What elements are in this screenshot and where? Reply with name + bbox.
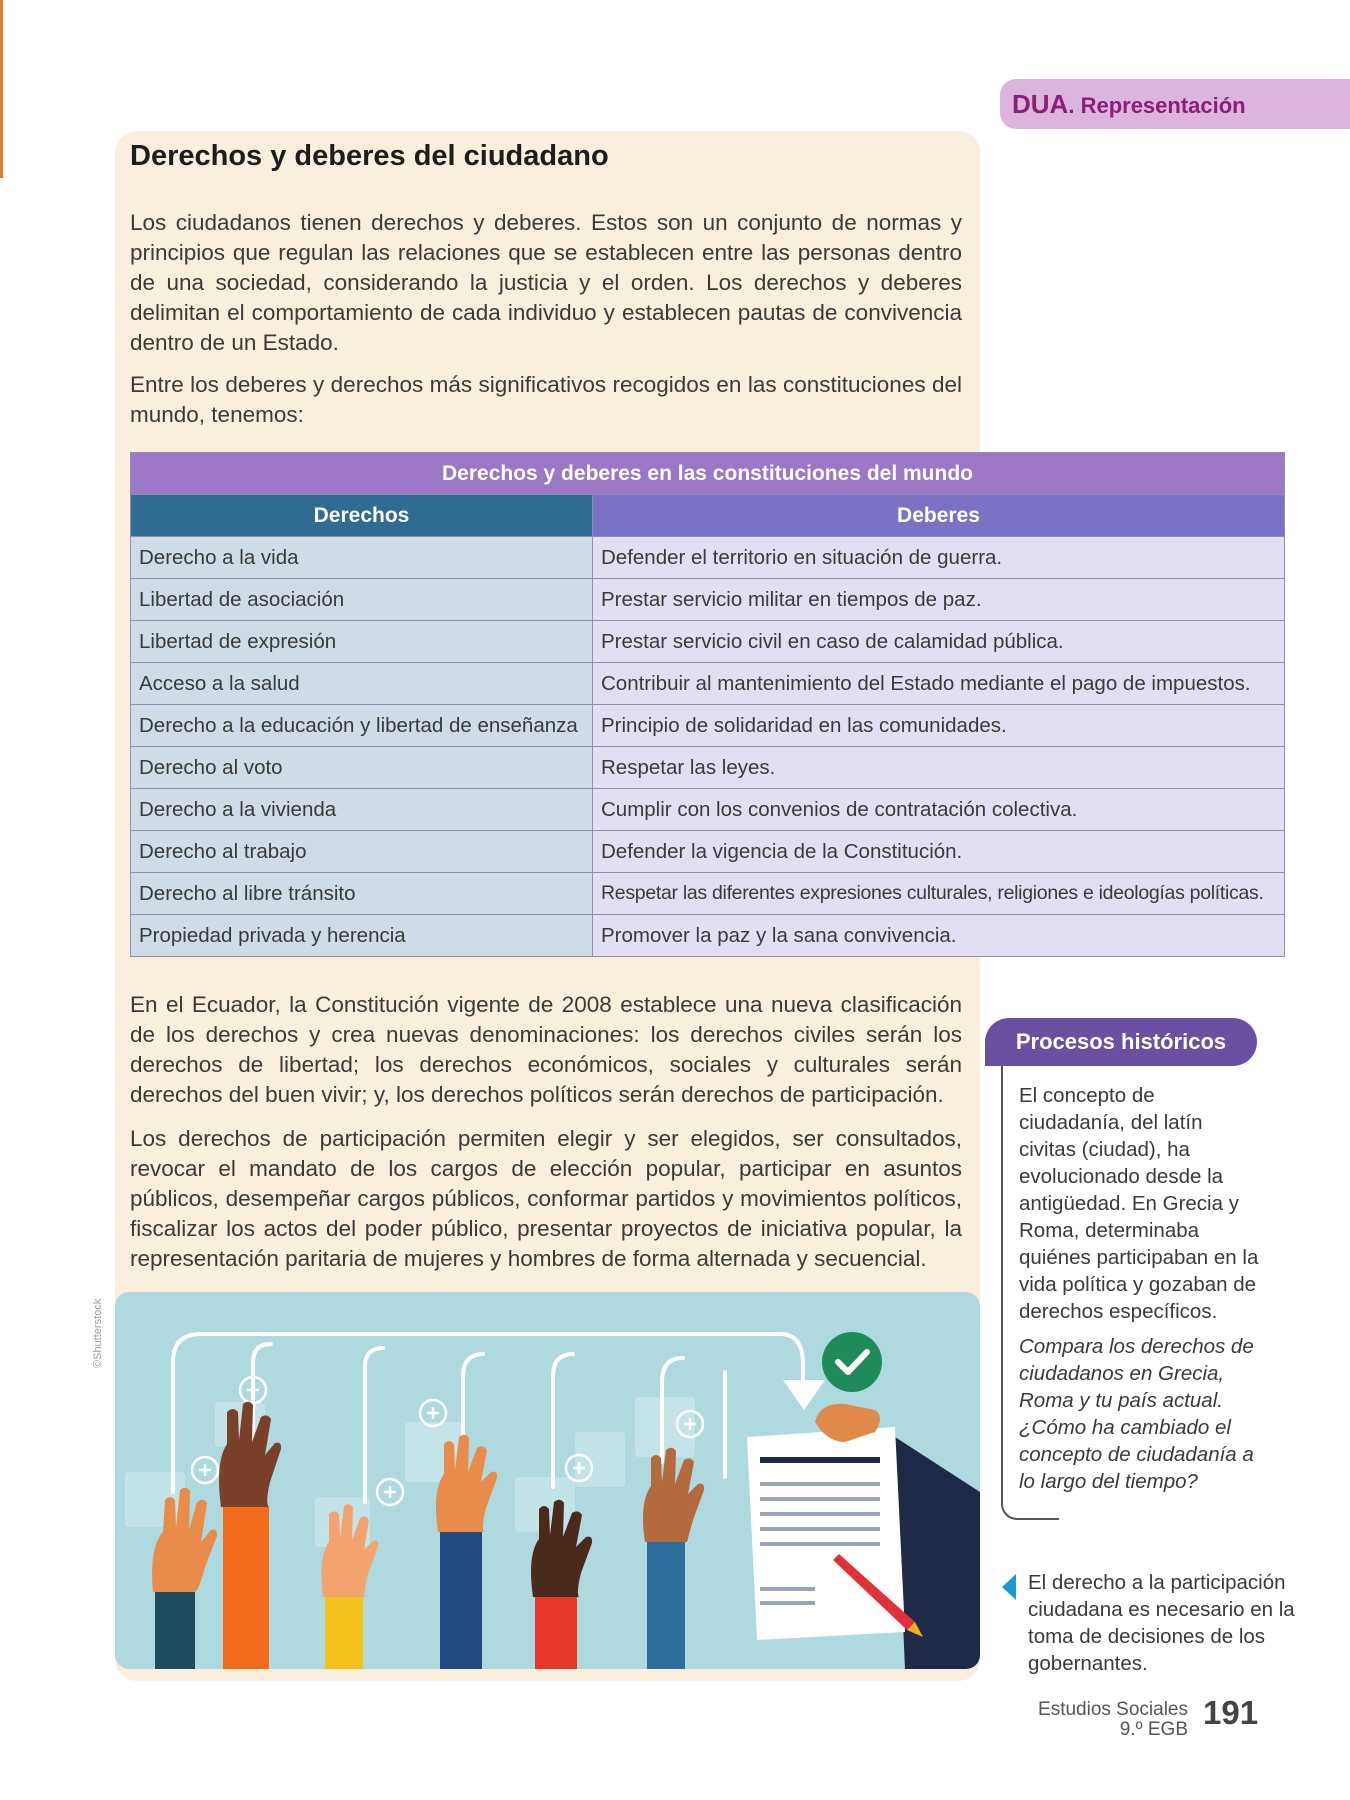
- checkmark-icon: [822, 1332, 882, 1392]
- right-cell: Derecho a la educación y libertad de enseñanza: [131, 705, 593, 747]
- right-cell: Derecho al trabajo: [131, 831, 593, 873]
- dua-representation-label: . Representación: [1068, 92, 1246, 118]
- duty-cell: Prestar servicio militar en tiempos de paz.: [593, 579, 1285, 621]
- table-intro-paragraph: Entre los deberes y derechos más significativos recogidos en las constituciones del mundo, tenemos:: [130, 372, 962, 427]
- page-edge-accent: [0, 0, 3, 178]
- duty-cell: Principio de solidaridad en las comunidades.: [593, 705, 1285, 747]
- table-caption-row: [131, 453, 1285, 495]
- rights-duties-table: [130, 452, 1285, 957]
- duty-cell: Cumplir con los convenios de contratación colectiva.: [593, 789, 1285, 831]
- duty-cell: Respetar las leyes.: [593, 747, 1285, 789]
- table-row: [131, 705, 1285, 747]
- footer-subject: [1038, 1700, 1188, 1740]
- table-row: [131, 831, 1285, 873]
- table-row: [131, 663, 1285, 705]
- duty-cell: Respetar las diferentes expresiones culturales, religiones e ideologías políticas.: [593, 873, 1285, 915]
- table-row: [131, 747, 1285, 789]
- ecuador-paragraph: En el Ecuador, la Constitución vigente de 2008 establece una nueva clasificación de los derechos y crea nuevas denominaciones: los derechos civiles serán los derechos de libertad; los derechos económicos, sociales y culturales serán derechos del buen vivir; y, los derechos políticos serán derechos de participación.: [130, 992, 962, 1107]
- duty-cell: Contribuir al mantenimiento del Estado mediante el pago de impuestos.: [593, 663, 1285, 705]
- right-cell: Derecho al voto: [131, 747, 593, 789]
- right-cell: Libertad de asociación: [131, 579, 593, 621]
- table-header-row: [131, 495, 1285, 537]
- intro-paragraph: Los ciudadanos tienen derechos y deberes. Estos son un conjunto de normas y principios que regulan las relaciones que se establecen entre las personas dentro de una sociedad, considerando la justicia y el orden. Los derechos y deberes delimitan el comportamiento de cada individuo y establecen pautas de convivencia dentro de un Estado.: [130, 210, 962, 355]
- raised-hands-graphic: [115, 1292, 980, 1669]
- image-caption: El derecho a la participación ciudadana es necesario en la toma de decisiones de los gobernantes.: [1028, 1571, 1295, 1675]
- participation-paragraph: Los derechos de participación permiten elegir y ser elegidos, ser consultados, revocar el mandato de los cargos de elección popular, participar en asuntos públicos, desempeñar cargos públicos, conformar partidos y movimientos políticos, fiscalizar los actos del poder público, presentar proyectos de iniciativa popular, la representación paritaria de mujeres y hombres de forma alternada y secuencial.: [130, 1126, 962, 1271]
- duty-cell: Promover la paz y la sana convivencia.: [593, 915, 1285, 957]
- duty-cell: Prestar servicio civil en caso de calamidad pública.: [593, 621, 1285, 663]
- duty-cell: Defender el territorio en situación de guerra.: [593, 537, 1285, 579]
- table-row: [131, 621, 1285, 663]
- caption-pointer-icon: [1002, 1574, 1016, 1600]
- page-number: 191: [1203, 1694, 1259, 1731]
- table-row: [131, 537, 1285, 579]
- right-cell: Acceso a la salud: [131, 663, 593, 705]
- header-rights: Derechos: [131, 495, 593, 537]
- table-row: [131, 915, 1285, 957]
- duty-cell: Defender la vigencia de la Constitución.: [593, 831, 1285, 873]
- right-cell: Derecho a la vivienda: [131, 789, 593, 831]
- dua-label: DUA: [1012, 88, 1069, 119]
- sidebar-text: El concepto de ciudadanía, del latín civitas (ciudad), ha evolucionado desde la antigüedad. En Grecia y Roma, determinaba quiénes participaban en la vida política y gozaban de derechos específicos.: [1019, 1084, 1259, 1323]
- participation-illustration: [115, 1292, 980, 1669]
- dua-tab: [1000, 79, 1350, 129]
- sidebar-question: Compara los derechos de ciudadanos en Grecia, Roma y tu país actual. ¿Cómo ha cambiado el concepto de ciudadanía a lo largo del tiempo?: [1019, 1335, 1254, 1493]
- header-duties: Deberes: [593, 495, 1285, 537]
- table-row: [131, 789, 1285, 831]
- right-cell: Propiedad privada y herencia: [131, 915, 593, 957]
- right-cell: Derecho al libre tránsito: [131, 873, 593, 915]
- table-row: [131, 579, 1285, 621]
- right-cell: Derecho a la vida: [131, 537, 593, 579]
- footer-subject-name: Estudios Sociales: [1038, 1699, 1188, 1720]
- right-cell: Libertad de expresión: [131, 621, 593, 663]
- section-title: Derechos y deberes del ciudadano: [130, 140, 609, 172]
- image-credit: ©Shutterstock: [92, 1298, 104, 1368]
- sidebar-title: Procesos históricos: [985, 1018, 1257, 1066]
- footer-grade: 9.º EGB: [1119, 1719, 1188, 1740]
- table-row: [131, 873, 1285, 915]
- table-caption: Derechos y deberes en las constituciones del mundo: [131, 453, 1285, 495]
